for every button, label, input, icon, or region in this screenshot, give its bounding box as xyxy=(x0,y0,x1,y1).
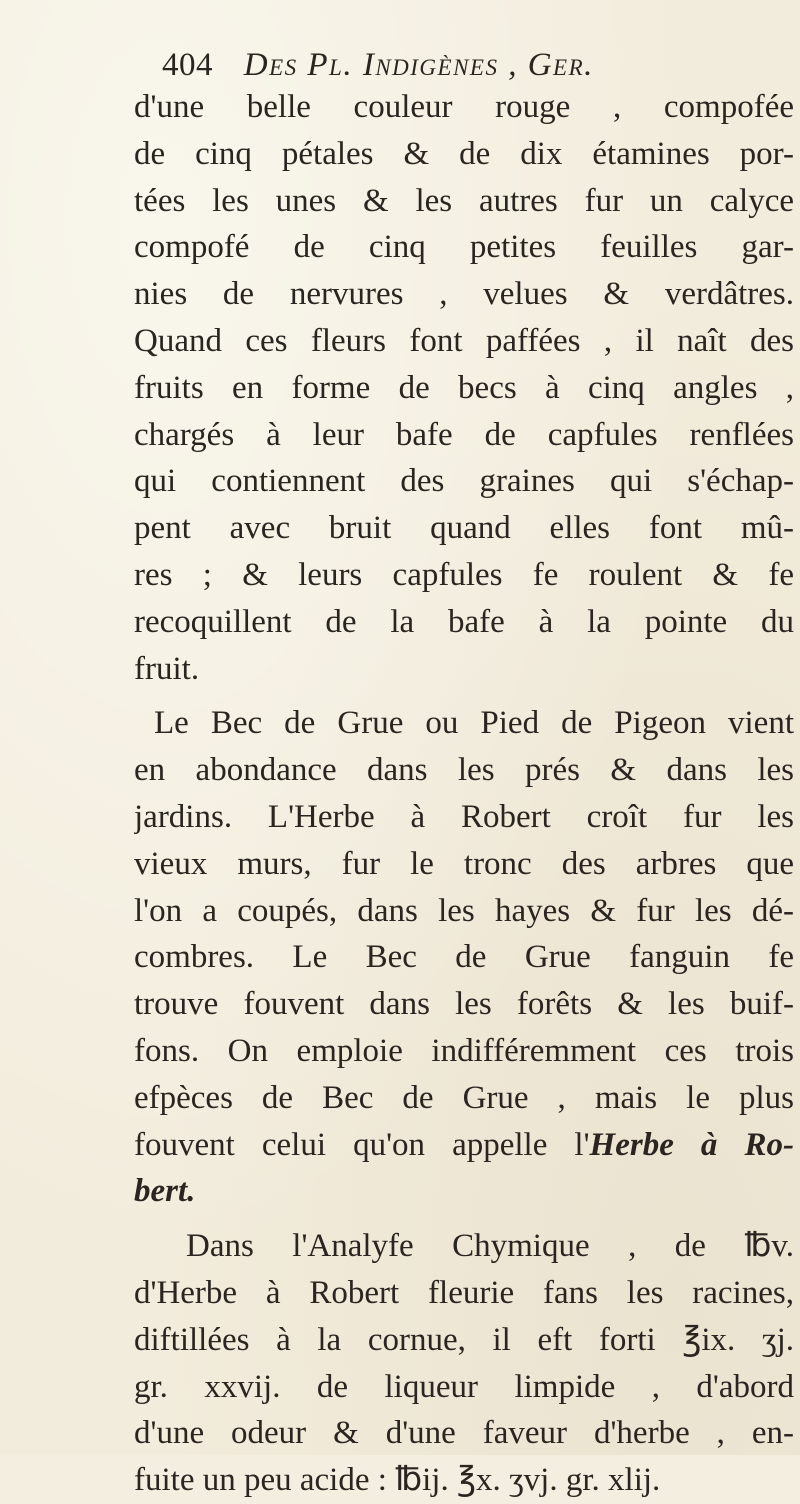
text-line: recoquillent de la bafe à la pointe du xyxy=(134,603,794,640)
text-line: nies de nervures , velues & verdâtres. xyxy=(134,276,794,313)
paragraph-gap xyxy=(134,692,794,700)
page-number: 404 xyxy=(162,47,213,83)
paragraph-1 xyxy=(134,84,794,692)
text-line: jardins. L'Herbe à Robert croît fur les xyxy=(134,798,794,835)
running-title: Des Pl. Indigènes , Ger. xyxy=(243,47,594,83)
paragraph-3 xyxy=(134,1223,794,1504)
body-text xyxy=(134,84,794,1504)
text-line: fons. On emploie indifféremment ces trois xyxy=(134,1032,794,1069)
text-line: fruits en forme de becs à cinq angles , xyxy=(134,369,794,406)
text-line: Le Bec de Grue ou Pied de Pigeon vient xyxy=(154,705,794,742)
text-line: Dans l'Analyfe Chymique , de ℔v. xyxy=(186,1228,794,1265)
text-line: pent avec bruit quand elles font mû- xyxy=(134,510,794,547)
italic-term: Herbe à Ro- xyxy=(589,1126,794,1163)
text-line: d'Herbe à Robert fleurie fans les racines, xyxy=(134,1274,794,1311)
paragraph-gap xyxy=(134,1215,794,1223)
running-header xyxy=(162,42,782,88)
text-line-prefix: fouvent celui qu'on appelle l' xyxy=(134,1126,590,1163)
text-line: fuite un peu acide : ℔ij. ℥x. ʒvj. gr. xlij. xyxy=(134,1462,661,1499)
text-line: gr. xxvij. de liqueur limpide , d'abord xyxy=(134,1368,794,1405)
text-line: en abondance dans les prés & dans les xyxy=(134,752,794,789)
text-line: de cinq pétales & de dix étamines por- xyxy=(134,135,794,172)
text-line-with-italic xyxy=(134,1122,794,1169)
text-line: res ; & leurs capfules fe roulent & fe xyxy=(134,556,794,593)
text-line: tées les unes & les autres fur un calyce xyxy=(134,182,794,219)
text-line: d'une belle couleur rouge , compofée xyxy=(134,89,794,125)
text-line: chargés à leur bafe de capfules renflées xyxy=(134,416,794,453)
italic-term: bert. xyxy=(134,1173,196,1210)
text-line: vieux murs, fur le tronc des arbres que xyxy=(134,845,794,882)
paragraph-2 xyxy=(134,700,794,1215)
text-line: qui contiennent des graines qui s'échap- xyxy=(134,463,794,500)
text-line xyxy=(134,1168,794,1215)
text-line: compofé de cinq petites feuilles gar- xyxy=(134,229,794,266)
text-line: fruit. xyxy=(134,650,200,687)
text-line: efpèces de Bec de Grue , mais le plus xyxy=(134,1079,794,1116)
text-line: combres. Le Bec de Grue fanguin fe xyxy=(134,939,794,976)
text-line: diftillées à la cornue, il eft forti ℥ix. ʒj. xyxy=(134,1321,794,1358)
text-line: Quand ces fleurs font paffées , il naît des xyxy=(134,322,794,359)
text-line: l'on a coupés, dans les hayes & fur les dé- xyxy=(134,892,794,929)
text-line: trouve fouvent dans les forêts & les buif- xyxy=(134,986,794,1023)
text-line: d'une odeur & d'une faveur d'herbe , en- xyxy=(134,1415,794,1452)
